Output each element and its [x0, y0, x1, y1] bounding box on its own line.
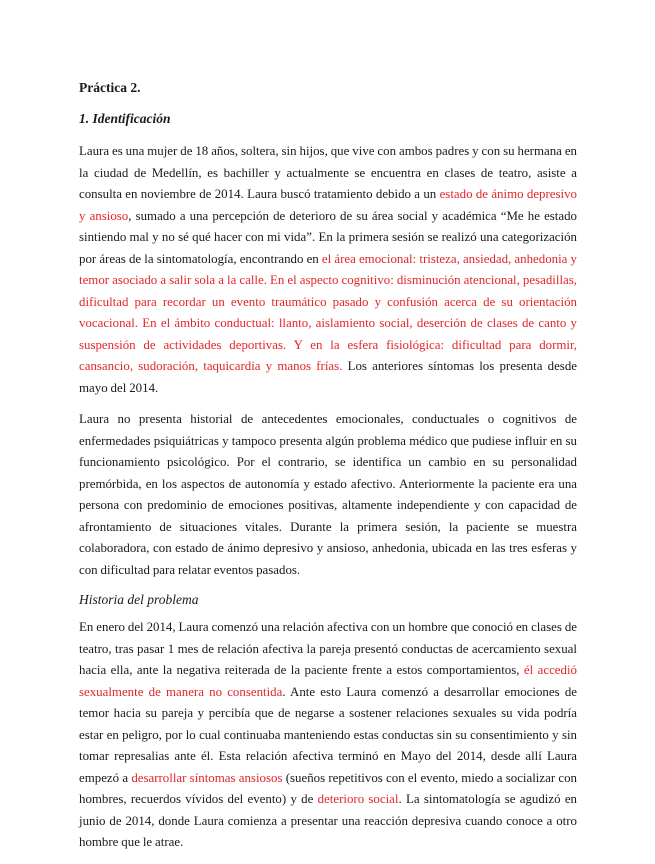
- highlighted-text: deterioro social: [317, 792, 399, 806]
- text-run: Laura no presenta historial de antecedentes emocionales, conductuales o cognitivos de enfermedades psiquiátricas y tampoco presenta algún problema médico que pudiese influir en su funcionamiento psicológico. Por el contrario, se identifica un cambio en su personalidad premórbida, en los aspectos de autonomía y estado afectivo. Anteriormente la paciente era una persona con predominio de emociones positivas, altamente independiente y con capacidad de afrontamiento de situaciones vitales. Durante la primera sesión, la paciente se muestra colaboradora, con estado de ánimo depresivo y ansioso, anhedonia, ubicada en las tres esferas y con dificultad para relatar eventos pasados.: [79, 412, 577, 577]
- highlighted-text: él accedió sexualmente de manera no consentida: [79, 663, 578, 699]
- highlighted-text: desarrollar síntomas ansiosos: [131, 770, 283, 785]
- text-run: Laura es una mujer de 18 años, soltera, sin hijos, que vive con ambos padres y con su hermana en la ciudad de Medellín, es bachiller y actualmente se encuentra en clases de teatro, asiste a consulta en noviembre de 2014. Laura buscó tratamiento debido a un: [79, 144, 577, 201]
- paragraph-identification-1: [79, 141, 577, 399]
- paragraph-history-1: [79, 617, 577, 854]
- document-title: Práctica 2.: [79, 80, 141, 95]
- text-run: , sumado a una percepción de deterioro de su área social y académica “Me he estado sintiendo mal y no sé qué hacer con mi vida”. En la primera sesión se realizó una categorización por áreas de la sintomatología, encontrando en: [79, 208, 577, 266]
- text-run: (sueños repetitivos con el evento, miedo a socializar con hombres, recuerdos vívidos del evento) y de: [79, 770, 577, 806]
- text-run: . La sintomatología se agudizó en junio de 2014, donde Laura comienza a presentar una reacción depresiva cuando conoce a otro hombre que le atrae.: [79, 792, 577, 849]
- section-history-title: Historia del problema: [79, 592, 199, 607]
- highlighted-text: estado de ánimo depresivo y ansioso: [79, 187, 577, 223]
- section-identification-title: 1. Identificación: [79, 111, 171, 126]
- document-page: [79, 79, 577, 864]
- text-run: En enero del 2014, Laura comenzó una relación afectiva con un hombre que conoció en clases de teatro, tras pasar 1 mes de relación afectiva la pareja presentó conductas de acercamiento sexual hacia ella, ante la negativa reiterada de la paciente frente a estos comportamientos,: [79, 620, 577, 677]
- text-run: . Ante esto Laura comenzó a desarrollar emociones de temor hacia su pareja y percibía que de negarse a sostener relaciones sexuales su vida podría estar en peligro, por lo cual continuaba manteniendo estas conductas sin su consentimiento y sin tomar represalias ante él. Esta relación afectiva terminó en Mayo del 2014, desde allí Laura empezó a: [79, 684, 577, 785]
- highlighted-text: el área emocional: tristeza, ansiedad, anhedonia y temor asociado a salir sola a la calle. En el aspecto cognitivo: disminución atencional, pesadillas, dificultad para recordar un evento traumático pasado y confusión acerca de su orientación vocacional. En el ámbito conductual: llanto, aislamiento social, deserción de clases de canto y suspensión de actividades deportivas. Y en la esfera fisiológica: dificultad para dormir, cansancio, sudoración, taquicardia y manos frías.: [79, 251, 577, 373]
- text-run: Los anteriores síntomas los presenta desde mayo del 2014.: [79, 359, 577, 395]
- paragraph-identification-2: [79, 409, 577, 581]
